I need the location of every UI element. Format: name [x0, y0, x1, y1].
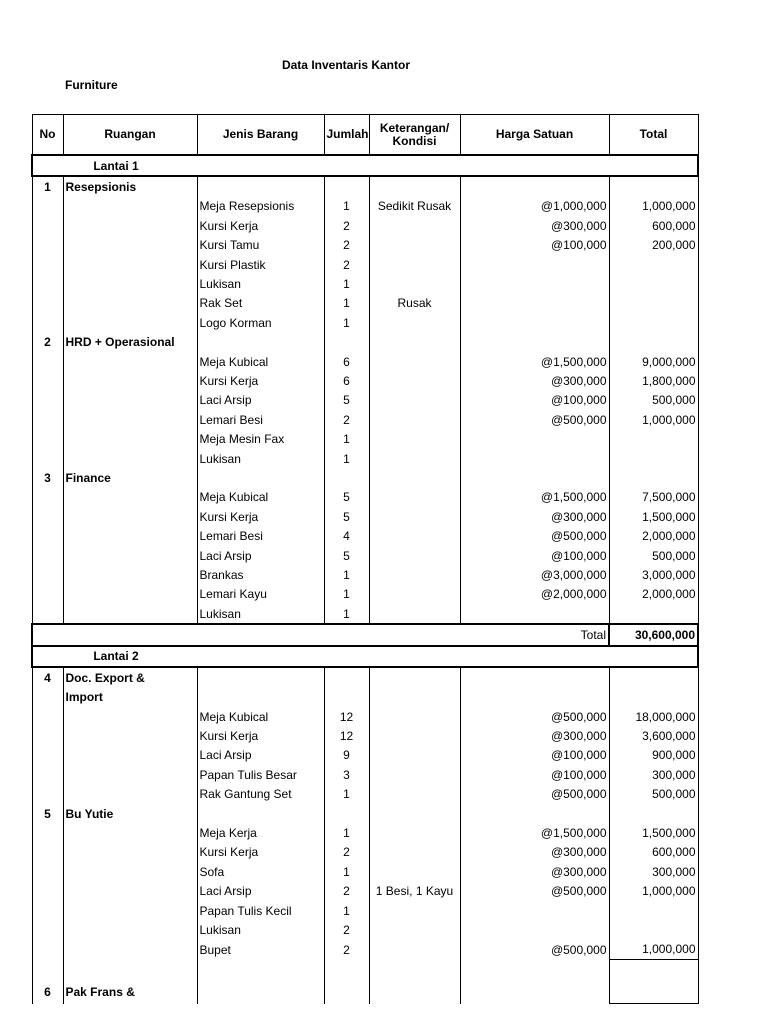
item-row — [32, 746, 698, 765]
header-total: Total — [609, 115, 698, 156]
item-condition — [369, 410, 460, 429]
item-qty: 6 — [324, 371, 369, 390]
item-unit-price — [460, 901, 609, 920]
item-total: 3,600,000 — [609, 726, 698, 745]
no-cell — [32, 585, 63, 604]
item-total: 600,000 — [609, 216, 698, 235]
item-qty: 2 — [324, 410, 369, 429]
room-cell — [63, 429, 197, 448]
no-cell — [32, 526, 63, 545]
room-name: HRD + Operasional — [63, 333, 197, 352]
item-total: 600,000 — [609, 843, 698, 862]
item-row — [32, 843, 698, 862]
room-cell — [63, 565, 197, 584]
room-row — [32, 468, 698, 487]
no-cell — [32, 604, 63, 624]
item-row — [32, 940, 698, 960]
spacer-row — [32, 960, 698, 982]
item-qty: 3 — [324, 765, 369, 784]
item-row — [32, 236, 698, 255]
header-item: Jenis Barang — [197, 115, 324, 156]
header-row — [32, 115, 698, 156]
item-total: 2,000,000 — [609, 585, 698, 604]
room-cell — [63, 920, 197, 939]
header-condition: Keterangan/ Kondisi — [369, 115, 460, 156]
item-name: Lukisan — [197, 920, 324, 939]
item-condition — [369, 707, 460, 726]
no-cell — [32, 429, 63, 448]
item-unit-price: @500,000 — [460, 410, 609, 429]
item-name: Lukisan — [197, 604, 324, 624]
room-name: Finance — [63, 468, 197, 487]
item-name: Kursi Kerja — [197, 216, 324, 235]
no-cell — [32, 197, 63, 216]
item-condition — [369, 726, 460, 745]
item-qty: 1 — [324, 429, 369, 448]
item-condition — [369, 565, 460, 584]
item-name: Kursi Plastik — [197, 255, 324, 274]
item-unit-price: @500,000 — [460, 707, 609, 726]
item-row — [32, 507, 698, 526]
item-total: 1,500,000 — [609, 507, 698, 526]
item-row — [32, 313, 698, 332]
item-name: Meja Resepsionis — [197, 197, 324, 216]
item-qty: 2 — [324, 236, 369, 255]
item-qty: 2 — [324, 843, 369, 862]
item-unit-price — [460, 313, 609, 332]
room-cell — [63, 585, 197, 604]
item-condition — [369, 507, 460, 526]
item-total — [609, 604, 698, 624]
room-cell — [63, 410, 197, 429]
item-name: Lukisan — [197, 449, 324, 468]
item-name: Kursi Kerja — [197, 507, 324, 526]
no-cell — [32, 313, 63, 332]
item-qty: 5 — [324, 488, 369, 507]
item-total: 500,000 — [609, 391, 698, 410]
item-total: 3,000,000 — [609, 565, 698, 584]
floor-row-lantai-2 — [32, 646, 698, 667]
no-cell — [32, 565, 63, 584]
room-cell — [63, 546, 197, 565]
room-cell — [63, 862, 197, 881]
item-total: 1,000,000 — [609, 410, 698, 429]
room-cell — [63, 391, 197, 410]
item-qty: 1 — [324, 823, 369, 842]
total-value: 30,600,000 — [609, 624, 698, 645]
item-condition — [369, 746, 460, 765]
item-unit-price: @1,500,000 — [460, 823, 609, 842]
item-row — [32, 785, 698, 804]
item-name: Lemari Besi — [197, 526, 324, 545]
floor-label: Lantai 2 — [93, 649, 139, 664]
item-row — [32, 604, 698, 624]
item-qty: 1 — [324, 585, 369, 604]
item-name: Laci Arsip — [197, 546, 324, 565]
item-qty: 1 — [324, 862, 369, 881]
no-cell — [32, 746, 63, 765]
inventory-sheet — [31, 114, 697, 1000]
item-row — [32, 765, 698, 784]
item-name: Papan Tulis Besar — [197, 765, 324, 784]
item-name: Meja Kubical — [197, 352, 324, 371]
item-qty: 2 — [324, 920, 369, 939]
item-total: 1,000,000 — [609, 940, 698, 960]
no-cell — [32, 294, 63, 313]
room-cell — [63, 746, 197, 765]
room-row — [32, 981, 698, 1004]
item-unit-price: @300,000 — [460, 862, 609, 881]
no-cell — [32, 726, 63, 745]
no-cell — [32, 274, 63, 293]
item-unit-price: @100,000 — [460, 765, 609, 784]
item-name: Kursi Kerja — [197, 843, 324, 862]
room-name: Resepsionis — [63, 176, 197, 196]
room-cell — [63, 197, 197, 216]
no-cell — [32, 410, 63, 429]
item-condition — [369, 785, 460, 804]
item-total: 900,000 — [609, 746, 698, 765]
item-unit-price: @100,000 — [460, 746, 609, 765]
item-condition — [369, 371, 460, 390]
item-condition — [369, 823, 460, 842]
item-condition — [369, 862, 460, 881]
room-name: Bu Yutie — [63, 804, 197, 823]
item-name: Meja Kubical — [197, 707, 324, 726]
no-cell — [32, 707, 63, 726]
room-no: 3 — [32, 468, 63, 487]
item-name: Laci Arsip — [197, 746, 324, 765]
item-name: Meja Kerja — [197, 823, 324, 842]
room-row — [32, 333, 698, 352]
item-unit-price: @300,000 — [460, 726, 609, 745]
item-name: Kursi Kerja — [197, 371, 324, 390]
item-condition: Rusak — [369, 294, 460, 313]
item-condition — [369, 765, 460, 784]
room-cell — [63, 901, 197, 920]
item-condition — [369, 216, 460, 235]
room-cell — [63, 843, 197, 862]
item-total: 9,000,000 — [609, 352, 698, 371]
item-qty: 2 — [324, 255, 369, 274]
no-cell — [32, 507, 63, 526]
room-cell — [63, 371, 197, 390]
inventory-table — [31, 114, 699, 1004]
no-cell — [32, 391, 63, 410]
room-cell — [63, 526, 197, 545]
item-unit-price: @300,000 — [460, 507, 609, 526]
item-row — [32, 823, 698, 842]
item-unit-price: @500,000 — [460, 881, 609, 900]
no-cell — [32, 940, 63, 960]
item-condition — [369, 585, 460, 604]
no-cell — [32, 352, 63, 371]
item-qty: 1 — [324, 197, 369, 216]
item-condition — [369, 449, 460, 468]
item-unit-price — [460, 604, 609, 624]
item-row — [32, 881, 698, 900]
document-title: Data Inventaris Kantor — [281, 58, 411, 72]
no-cell — [32, 843, 63, 862]
floor-1-total-row — [32, 624, 698, 645]
no-cell — [32, 862, 63, 881]
item-row — [32, 255, 698, 274]
room-cell — [63, 881, 197, 900]
item-name: Kursi Tamu — [197, 236, 324, 255]
room-cell — [63, 488, 197, 507]
no-cell — [32, 823, 63, 842]
item-total — [609, 274, 698, 293]
item-total — [609, 429, 698, 448]
item-unit-price: @3,000,000 — [460, 565, 609, 584]
item-total: 1,500,000 — [609, 823, 698, 842]
no-cell — [32, 881, 63, 900]
item-condition: 1 Besi, 1 Kayu — [369, 881, 460, 900]
room-cell — [63, 604, 197, 624]
item-name: Rak Gantung Set — [197, 785, 324, 804]
header-room: Ruangan — [63, 115, 197, 156]
room-no: 2 — [32, 333, 63, 352]
room-cell — [63, 294, 197, 313]
item-total: 300,000 — [609, 765, 698, 784]
no-cell — [32, 255, 63, 274]
room-no: 4 — [32, 667, 63, 687]
room-cell — [63, 707, 197, 726]
inventory-body — [32, 155, 698, 1004]
item-condition — [369, 391, 460, 410]
room-cell — [63, 940, 197, 960]
item-qty: 1 — [324, 785, 369, 804]
item-condition — [369, 313, 460, 332]
item-condition — [369, 920, 460, 939]
room-cell — [63, 236, 197, 255]
no-cell — [32, 765, 63, 784]
item-row — [32, 197, 698, 216]
item-condition — [369, 274, 460, 293]
header-qty: Jumlah — [324, 115, 369, 156]
item-total: 300,000 — [609, 862, 698, 881]
item-total: 200,000 — [609, 236, 698, 255]
room-row — [32, 176, 698, 196]
item-qty: 5 — [324, 546, 369, 565]
item-name: Laci Arsip — [197, 881, 324, 900]
item-name: Rak Set — [197, 294, 324, 313]
item-total: 1,000,000 — [609, 197, 698, 216]
item-unit-price: @300,000 — [460, 371, 609, 390]
item-unit-price: @1,000,000 — [460, 197, 609, 216]
item-condition — [369, 526, 460, 545]
item-unit-price: @300,000 — [460, 216, 609, 235]
item-name: Lemari Besi — [197, 410, 324, 429]
header-no: No — [32, 115, 63, 156]
item-total: 7,500,000 — [609, 488, 698, 507]
item-row — [32, 707, 698, 726]
item-unit-price — [460, 255, 609, 274]
room-no: 1 — [32, 176, 63, 196]
item-name: Laci Arsip — [197, 391, 324, 410]
item-row — [32, 726, 698, 745]
item-qty: 1 — [324, 901, 369, 920]
item-name: Papan Tulis Kecil — [197, 901, 324, 920]
item-condition — [369, 843, 460, 862]
item-qty: 1 — [324, 449, 369, 468]
total-label: Total — [32, 624, 609, 645]
item-condition: Sedikit Rusak — [369, 197, 460, 216]
header-unit-price: Harga Satuan — [460, 115, 609, 156]
room-row — [32, 804, 698, 823]
item-unit-price: @500,000 — [460, 526, 609, 545]
item-qty: 6 — [324, 352, 369, 371]
no-cell — [32, 920, 63, 939]
item-total — [609, 901, 698, 920]
item-condition — [369, 429, 460, 448]
item-row — [32, 216, 698, 235]
item-row — [32, 585, 698, 604]
no-cell — [32, 371, 63, 390]
room-cell — [63, 765, 197, 784]
item-qty: 2 — [324, 940, 369, 960]
item-qty: 2 — [324, 216, 369, 235]
item-name: Kursi Kerja — [197, 726, 324, 745]
item-unit-price — [460, 294, 609, 313]
item-row — [32, 410, 698, 429]
room-cell — [63, 823, 197, 842]
item-row — [32, 294, 698, 313]
item-qty: 9 — [324, 746, 369, 765]
item-name: Brankas — [197, 565, 324, 584]
room-name: Pak Frans & — [63, 981, 197, 1004]
item-total: 18,000,000 — [609, 707, 698, 726]
no-cell — [32, 901, 63, 920]
item-unit-price: @500,000 — [460, 940, 609, 960]
item-qty: 1 — [324, 274, 369, 293]
no-cell — [32, 236, 63, 255]
item-total: 1,000,000 — [609, 881, 698, 900]
item-name: Logo Korman — [197, 313, 324, 332]
item-name: Sofa — [197, 862, 324, 881]
item-qty: 1 — [324, 565, 369, 584]
item-row — [32, 274, 698, 293]
room-no: 5 — [32, 804, 63, 823]
item-unit-price: @500,000 — [460, 785, 609, 804]
room-cell — [63, 216, 197, 235]
room-cell — [63, 352, 197, 371]
floor-label: Lantai 1 — [93, 158, 139, 173]
item-condition — [369, 352, 460, 371]
item-row — [32, 449, 698, 468]
room-name: Doc. Export & — [63, 667, 197, 687]
item-unit-price: @300,000 — [460, 843, 609, 862]
item-row — [32, 391, 698, 410]
item-qty: 4 — [324, 526, 369, 545]
item-unit-price: @2,000,000 — [460, 585, 609, 604]
item-qty: 1 — [324, 313, 369, 332]
item-name: Meja Kubical — [197, 488, 324, 507]
item-unit-price — [460, 274, 609, 293]
item-unit-price: @100,000 — [460, 546, 609, 565]
room-cell — [63, 313, 197, 332]
item-name: Lukisan — [197, 274, 324, 293]
item-unit-price: @100,000 — [460, 236, 609, 255]
item-total: 500,000 — [609, 785, 698, 804]
item-unit-price: @1,500,000 — [460, 488, 609, 507]
item-condition — [369, 604, 460, 624]
item-unit-price: @100,000 — [460, 391, 609, 410]
room-cell — [63, 449, 197, 468]
item-condition — [369, 488, 460, 507]
item-total — [609, 449, 698, 468]
room-cell — [63, 726, 197, 745]
room-row — [32, 667, 698, 687]
item-row — [32, 565, 698, 584]
item-condition — [369, 940, 460, 960]
item-unit-price — [460, 449, 609, 468]
item-qty: 12 — [324, 707, 369, 726]
item-row — [32, 371, 698, 390]
item-condition — [369, 546, 460, 565]
item-qty: 2 — [324, 881, 369, 900]
item-total — [609, 313, 698, 332]
item-row — [32, 429, 698, 448]
room-name-continued: Import — [63, 688, 197, 707]
item-qty: 12 — [324, 726, 369, 745]
item-row — [32, 546, 698, 565]
item-qty: 5 — [324, 507, 369, 526]
item-unit-price: @1,500,000 — [460, 352, 609, 371]
item-unit-price — [460, 429, 609, 448]
item-unit-price — [460, 920, 609, 939]
item-row — [32, 488, 698, 507]
item-row — [32, 920, 698, 939]
item-qty: 1 — [324, 604, 369, 624]
room-row-continued — [32, 688, 698, 707]
item-name: Lemari Kayu — [197, 585, 324, 604]
item-condition — [369, 255, 460, 274]
floor-row-lantai-1 — [32, 155, 698, 176]
item-name: Meja Mesin Fax — [197, 429, 324, 448]
document-subtitle: Furniture — [65, 78, 118, 92]
no-cell — [32, 216, 63, 235]
item-qty: 5 — [324, 391, 369, 410]
no-cell — [32, 785, 63, 804]
room-cell — [63, 507, 197, 526]
room-cell — [63, 274, 197, 293]
item-total — [609, 255, 698, 274]
room-cell — [63, 255, 197, 274]
item-row — [32, 901, 698, 920]
item-total: 500,000 — [609, 546, 698, 565]
item-condition — [369, 901, 460, 920]
item-condition — [369, 236, 460, 255]
no-cell — [32, 488, 63, 507]
item-total: 2,000,000 — [609, 526, 698, 545]
item-total — [609, 920, 698, 939]
no-cell — [32, 546, 63, 565]
item-total: 1,800,000 — [609, 371, 698, 390]
item-total — [609, 294, 698, 313]
item-row — [32, 526, 698, 545]
no-cell — [32, 449, 63, 468]
item-qty: 1 — [324, 294, 369, 313]
room-cell — [63, 785, 197, 804]
item-row — [32, 352, 698, 371]
item-row — [32, 862, 698, 881]
item-name: Bupet — [197, 940, 324, 960]
room-no: 6 — [32, 981, 63, 1004]
